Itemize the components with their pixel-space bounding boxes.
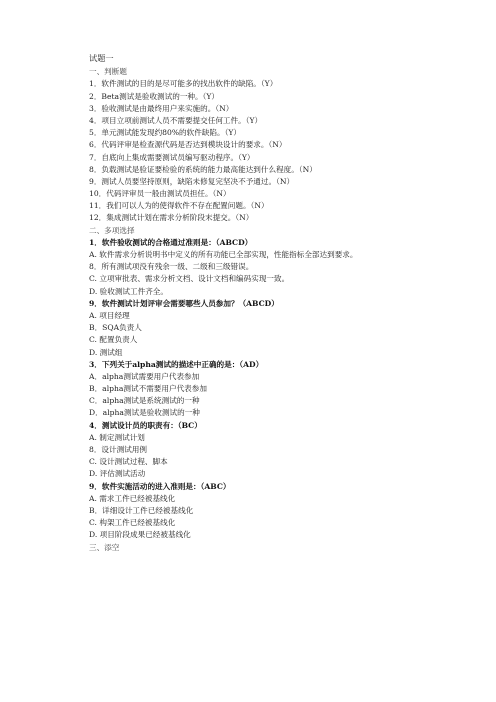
judgement-item: 7．自底向上集成需要测试员编写驱动程序。（Y） bbox=[89, 152, 255, 162]
judgement-item: 11．我们可以人为的使得软件不存在配置问题。（N） bbox=[89, 201, 269, 211]
section-heading-multiple-choice: 二、多项选择 bbox=[89, 225, 135, 235]
question-option: C. 立项审批表、需求分析文档、设计文档和编码实现一致。 bbox=[89, 274, 290, 284]
judgement-item: 2．Beta测试是验收测试的一种。（Y） bbox=[89, 91, 220, 101]
judgement-item: 5．单元测试能发现约80%的软件缺陷。（Y） bbox=[89, 128, 242, 138]
question-option: C．alpha测试是系统测试的一种 bbox=[89, 396, 200, 406]
question-title: 3．下列关于alpha测试的描述中正确的是：（AD） bbox=[89, 359, 264, 369]
question-option: A. 需求工件已经被基线化 bbox=[89, 493, 176, 503]
judgement-item: 10．代码评审员一般由测试员担任。（N） bbox=[89, 189, 231, 199]
question-option: A．alpha测试需要用户代表参加 bbox=[89, 371, 200, 381]
question-option: D. 测试组 bbox=[89, 347, 123, 357]
question-title: 9．软件测试计划评审会需要哪些人员参加？（ABCD） bbox=[89, 298, 279, 308]
document-title: 试题一 bbox=[89, 53, 114, 63]
judgement-item: 6．代码评审是检查源代码是否达到模块设计的要求。（N） bbox=[89, 140, 287, 150]
question-option: 8．所有测试项没有残余一级、二级和三级错误。 bbox=[89, 262, 254, 272]
judgement-item: 8．负载测试是验证要检验的系统的能力最高能达到什么程度。（N） bbox=[89, 164, 317, 174]
question-option: D. 验收测试工件齐全。 bbox=[89, 286, 168, 296]
judgement-item: 4．项目立项前测试人员不需要提交任何工件。（Y） bbox=[89, 115, 263, 125]
question-option: B．alpha测试不需要用户代表参加 bbox=[89, 384, 207, 394]
question-title: 4．测试设计员的职责有：（BC） bbox=[89, 420, 202, 430]
judgement-item: 12．集成测试计划在需求分析阶段末提交。（N） bbox=[89, 213, 254, 223]
question-title: 1．软件验收测试的合格通过准则是：（ABCD） bbox=[89, 237, 253, 247]
question-option: D. 项目阶段成果已经被基线化 bbox=[89, 530, 191, 540]
question-option: A. 制定测试计划 bbox=[89, 432, 145, 442]
question-option: C. 设计测试过程、脚本 bbox=[89, 457, 168, 467]
judgement-item: 3．验收测试是由最终用户来实施的。（N） bbox=[89, 103, 234, 113]
question-option: B．详细设计工件已经被基线化 bbox=[89, 505, 194, 515]
question-option: C. 配置负责人 bbox=[89, 335, 138, 345]
section-heading-judgement: 一、判断题 bbox=[89, 67, 127, 77]
question-option: 8．设计测试用例 bbox=[89, 445, 147, 454]
judgement-item: 1．软件测试的目的是尽可能多的找出软件的缺陷。（Y） bbox=[89, 79, 278, 89]
question-title: 9．软件实施活动的进入准则是：（ABC） bbox=[89, 481, 231, 491]
question-option: D. 评估测试活动 bbox=[89, 469, 146, 479]
question-option: B．SQA负责人 bbox=[89, 323, 142, 333]
question-option: A. 软件需求分析说明书中定义的所有功能已全部实现，性能指标全部达到要求。 bbox=[89, 250, 358, 259]
document-content bbox=[89, 52, 469, 554]
judgement-item: 9．测试人员要坚持原则，缺陷未修复完坚决不予通过。（N） bbox=[89, 176, 295, 186]
section-heading-fill-in: 三、添空 bbox=[89, 542, 120, 552]
question-option: A. 项目经理 bbox=[89, 310, 130, 320]
question-option: C. 构架工件已经被基线化 bbox=[89, 518, 176, 528]
question-option: D．alpha测试是验收测试的一种 bbox=[89, 408, 200, 418]
